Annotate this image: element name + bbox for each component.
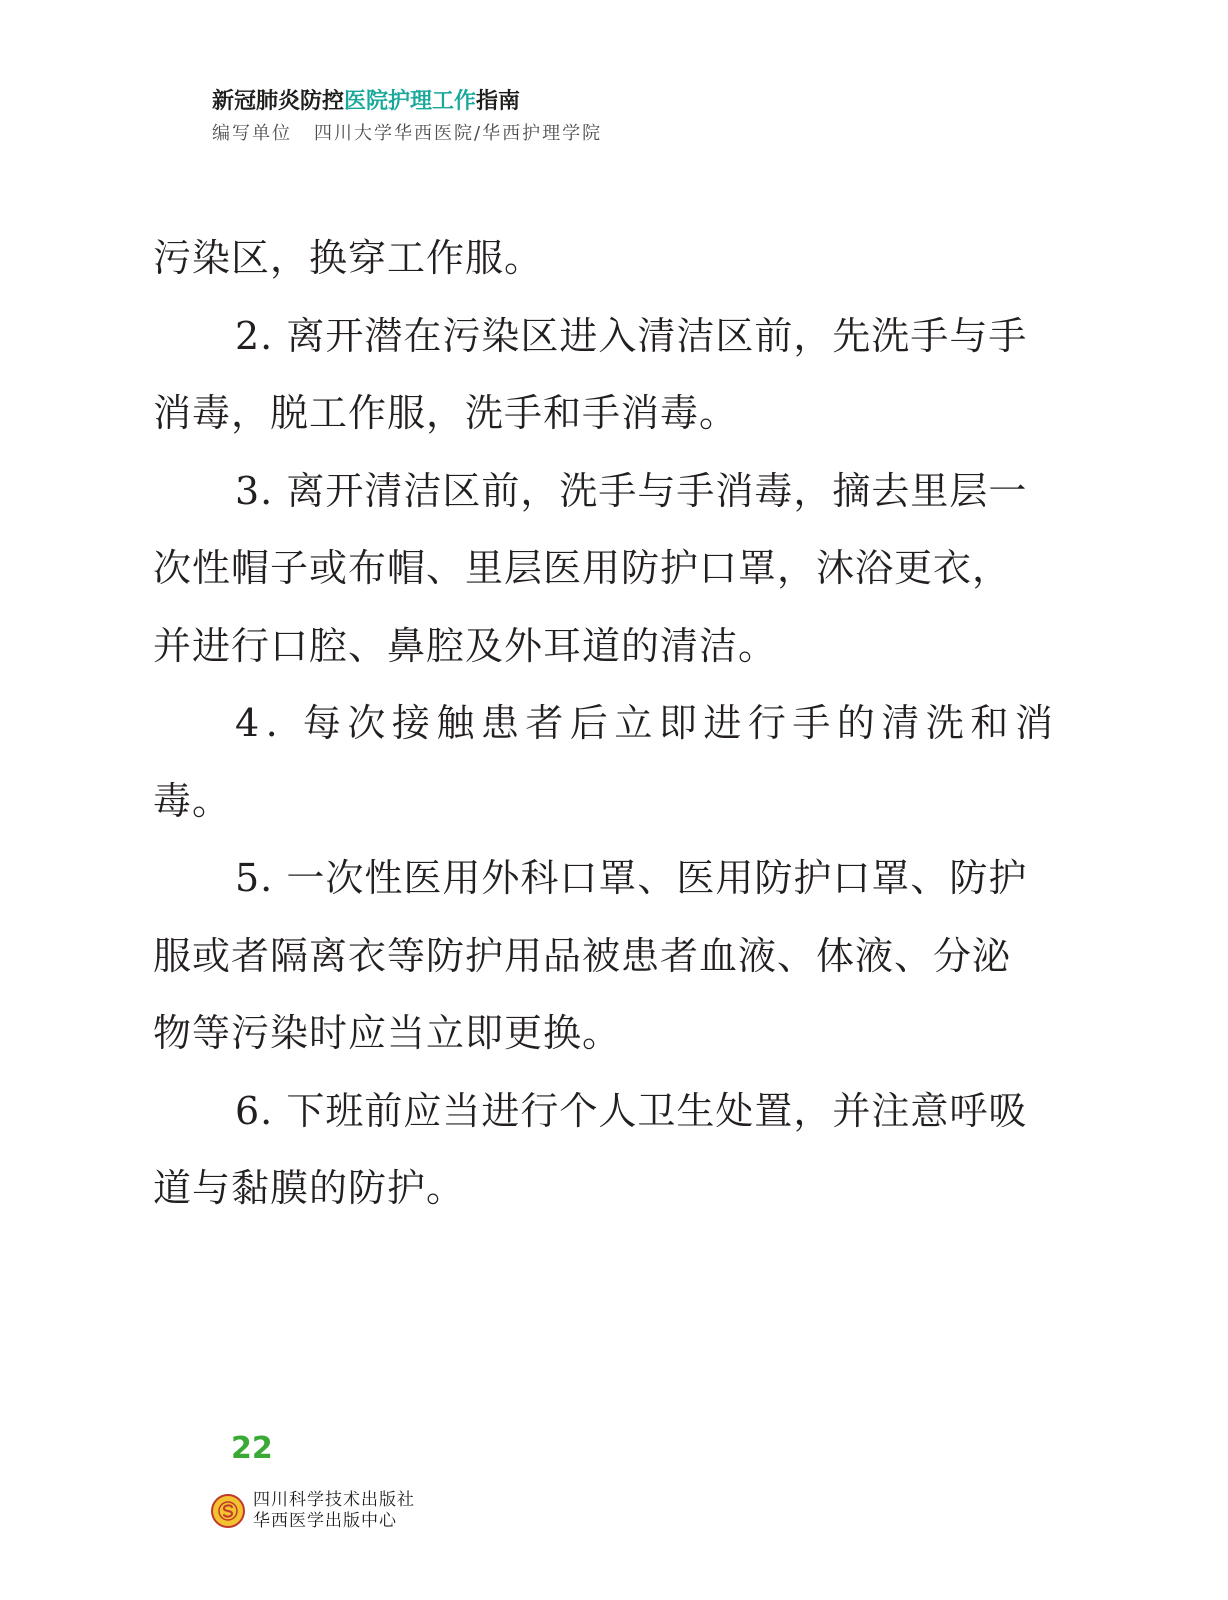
publisher-logo-icon bbox=[211, 1494, 245, 1528]
book-title-part3: 指南 bbox=[476, 89, 521, 114]
book-title-part1: 新冠肺炎防控 bbox=[212, 89, 345, 114]
publisher-line-1: 四川科学技术出版社 bbox=[253, 1490, 415, 1510]
author-unit bbox=[212, 122, 602, 146]
body-line: 服或者隔离衣等防护用品被患者血液、体液、分泌 bbox=[153, 933, 1012, 978]
page-number: 22 bbox=[231, 1431, 273, 1466]
book-title-accent: 医院护理工作 bbox=[344, 89, 477, 114]
body-line: 消毒，脱工作服，洗手和手消毒。 bbox=[153, 391, 739, 435]
body-line: 道与黏膜的防护。 bbox=[153, 1166, 466, 1210]
author-unit-value: 四川大学华西医院/华西护理学院 bbox=[314, 123, 603, 144]
book-title bbox=[212, 88, 602, 116]
author-unit-label: 编写单位 bbox=[212, 123, 292, 144]
body-line: 3. 离开清洁区前，洗手与手消毒，摘去里层一 bbox=[235, 468, 1028, 513]
publisher-line-2: 华西医学出版中心 bbox=[253, 1511, 397, 1531]
body-line: 5. 一次性医用外科口罩、医用防护口罩、防护 bbox=[235, 856, 1028, 900]
body-line: 次性帽子或布帽、里层医用防护口罩，沐浴更衣， bbox=[153, 546, 1012, 590]
body-line: 并进行口腔、鼻腔及外耳道的清洁。 bbox=[153, 623, 778, 668]
publisher-names bbox=[253, 1490, 415, 1532]
running-header bbox=[212, 88, 602, 146]
publisher-imprint bbox=[211, 1490, 415, 1532]
page-body bbox=[153, 228, 1088, 1236]
body-line: 6. 下班前应当进行个人卫生处置，并注意呼吸 bbox=[235, 1088, 1028, 1133]
body-line: 物等污染时应当立即更换。 bbox=[153, 1011, 622, 1055]
body-line: 2. 离开潜在污染区进入清洁区前，先洗手与手 bbox=[235, 313, 1028, 358]
body-line: 毒。 bbox=[153, 778, 232, 823]
body-line: 污染区，换穿工作服。 bbox=[153, 236, 544, 280]
body-line: 4. 每次接触患者后立即进行手的清洗和消 bbox=[235, 701, 1060, 745]
